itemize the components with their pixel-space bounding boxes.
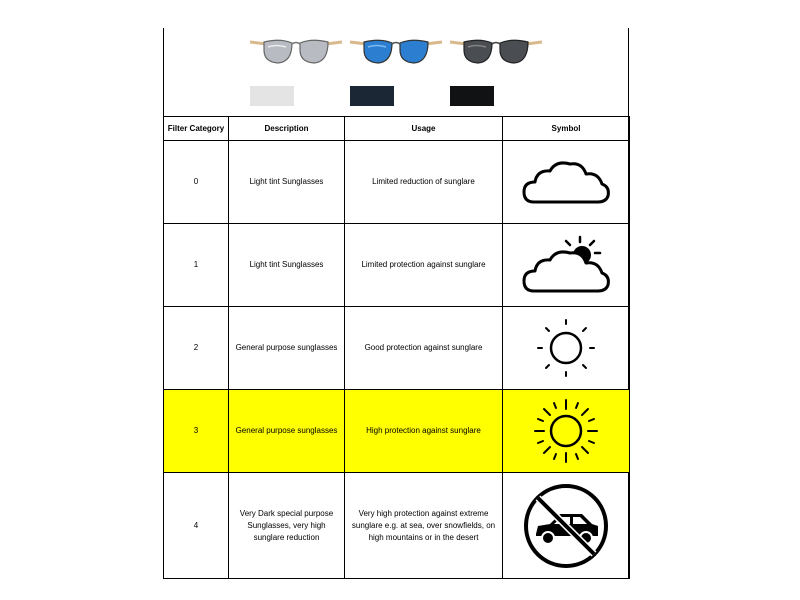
- header-symbol: Symbol: [503, 117, 630, 141]
- usage-cell: Very high protection against extreme sunglare e.g. at sea, over snowfields, on high mountains or in the desert: [345, 473, 503, 579]
- symbol-cell: [503, 141, 630, 224]
- description-cell: General purpose sunglasses: [229, 307, 345, 390]
- category-cell: 2: [164, 307, 229, 390]
- pouch-navy-image: [350, 86, 394, 106]
- description-cell: Light tint Sunglasses: [229, 224, 345, 307]
- pouch-silver-image: [250, 86, 294, 106]
- product-images: [164, 28, 628, 116]
- usage-cell: High protection against sunglare: [345, 390, 503, 473]
- sun-behind-cloud-icon: [520, 233, 612, 297]
- usage-cell: Good protection against sunglare: [345, 307, 503, 390]
- no-driving-icon: [522, 482, 610, 570]
- table-row: [164, 390, 630, 473]
- pouch-black-image: [450, 86, 494, 106]
- category-cell: 0: [164, 141, 229, 224]
- table-row: [164, 473, 630, 579]
- table-header-row: [164, 117, 630, 141]
- filter-category-document: [163, 28, 629, 579]
- filter-category-table: [163, 116, 630, 579]
- category-cell: 3: [164, 390, 229, 473]
- bright-sun-icon: [532, 397, 600, 465]
- header-description: Description: [229, 117, 345, 141]
- sun-icon: [534, 316, 598, 380]
- table-row: [164, 141, 630, 224]
- description-cell: Light tint Sunglasses: [229, 141, 345, 224]
- symbol-cell: [503, 390, 630, 473]
- sunglasses-blue-image: [346, 34, 446, 68]
- category-cell: 4: [164, 473, 229, 579]
- header-filter-category: Filter Category: [164, 117, 229, 141]
- symbol-cell: [503, 224, 630, 307]
- symbol-cell: [503, 307, 630, 390]
- symbol-cell: [503, 473, 630, 579]
- description-cell: General purpose sunglasses: [229, 390, 345, 473]
- table-row: [164, 224, 630, 307]
- cloud-icon: [520, 154, 612, 210]
- sunglasses-dark-image: [446, 34, 546, 68]
- category-cell: 1: [164, 224, 229, 307]
- table-row: [164, 307, 630, 390]
- usage-cell: Limited reduction of sunglare: [345, 141, 503, 224]
- description-cell: Very Dark special purpose Sunglasses, very high sunglare reduction: [229, 473, 345, 579]
- header-usage: Usage: [345, 117, 503, 141]
- usage-cell: Limited protection against sunglare: [345, 224, 503, 307]
- sunglasses-silver-image: [246, 34, 346, 68]
